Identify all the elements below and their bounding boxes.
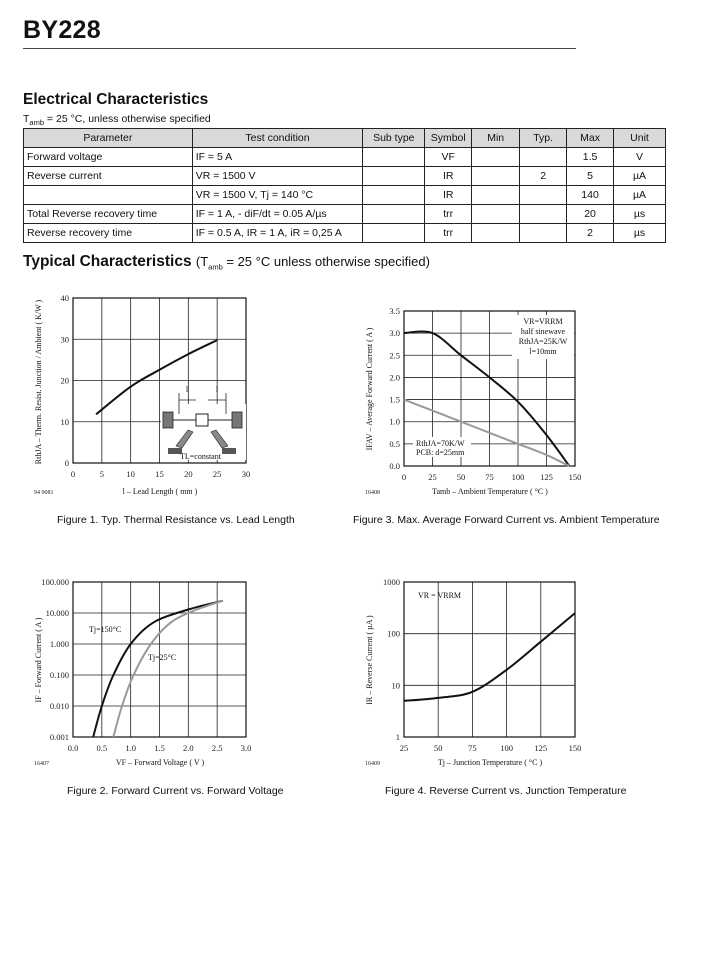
cell-max: 5 — [567, 167, 614, 186]
col-header: Parameter — [24, 129, 193, 148]
figure-code: 16407 — [34, 761, 49, 767]
col-header: Max — [567, 129, 614, 148]
x-tick-label: 150 — [568, 472, 582, 482]
x-tick-label: 1.5 — [154, 743, 165, 753]
plot-frame — [404, 582, 575, 737]
cell-unit: µs — [614, 224, 666, 243]
cell-symbol: VF — [425, 148, 472, 167]
page-title: BY228 — [23, 16, 101, 44]
x-tick-label: 30 — [241, 469, 251, 479]
x-tick-label: 20 — [184, 469, 193, 479]
chart-annotation: VR=VRRM — [523, 317, 563, 326]
x-tick-label: 125 — [534, 743, 548, 753]
y-tick-label: 3.0 — [389, 328, 400, 339]
x-tick-label: 75 — [485, 472, 494, 482]
cell-unit: µs — [614, 205, 666, 224]
heatsink-diagram-part — [196, 414, 208, 426]
x-tick-label: 0 — [70, 469, 76, 479]
figure2-caption: Figure 2. Forward Current vs. Forward Voltage — [67, 785, 284, 797]
figure-code: 16409 — [365, 761, 380, 767]
heatsink-diagram-part — [222, 448, 236, 454]
figure3-caption: Figure 3. Max. Average Forward Current vs. Ambient Temperature — [353, 514, 660, 526]
x-axis-label: VF – Forward Voltage ( V ) — [115, 758, 205, 767]
y-tick-label: 20 — [60, 375, 69, 386]
y-axis-label: RthJA – Therm. Resist. Junction / Ambient ( K/W ) — [34, 299, 43, 465]
x-tick-label: 50 — [433, 743, 443, 753]
cell-condition: IF = 0.5 A, IR = 1 A, iR = 0,25 A — [192, 224, 363, 243]
x-tick-label: 25 — [399, 743, 409, 753]
y-tick-label: 100 — [387, 628, 400, 639]
series-line-tj-25-c — [113, 601, 222, 737]
cell-condition: VR = 1500 V, Tj = 140 °C — [192, 186, 363, 205]
cell-condition: VR = 1500 V — [192, 167, 363, 186]
cell-max: 1.5 — [567, 148, 614, 167]
col-header: Min — [472, 129, 520, 148]
x-tick-label: 75 — [468, 743, 477, 753]
cell-max: 2 — [567, 224, 614, 243]
x-tick-label: 10 — [126, 469, 135, 479]
series-line-rthja — [96, 340, 217, 414]
cell-symbol: trr — [425, 205, 472, 224]
cell-max: 20 — [567, 205, 614, 224]
x-axis-label: Tj – Junction Temperature ( °C ) — [437, 758, 543, 767]
chart-annotation: l — [215, 385, 219, 394]
x-tick-label: 100 — [511, 472, 525, 482]
chart-annotation: TL=constant — [180, 452, 221, 461]
x-tick-label: 0.5 — [96, 743, 108, 753]
chart-annotation: RthJA=25K/W — [518, 337, 568, 346]
y-tick-label: 0 — [64, 458, 69, 468]
cell-unit: µA — [614, 167, 666, 186]
y-tick-label: 30 — [60, 334, 69, 345]
y-axis-label: IF – Forward Current ( A ) — [34, 617, 43, 703]
y-tick-label: 1.5 — [389, 394, 400, 405]
x-axis-label: Tamb – Ambient Temperature ( °C ) — [432, 487, 548, 496]
x-tick-label: 2.5 — [211, 743, 223, 753]
cell-unit: µA — [614, 186, 666, 205]
x-tick-label: 25 — [428, 472, 437, 482]
series-line-tj-150-c — [93, 601, 223, 737]
electrical-condition: $T_{amb} = 25$ °C, unless otherwise specified — [23, 113, 211, 128]
chart-annotation: RthJA=70K/W — [416, 439, 465, 448]
col-header: Unit — [614, 129, 666, 148]
series-line-vr-vrrm — [404, 613, 575, 701]
x-tick-label: 3.0 — [240, 743, 252, 753]
y-tick-label: 40 — [60, 293, 69, 303]
cell-parameter: Forward voltage — [24, 148, 193, 167]
col-header: Symbol — [425, 129, 472, 148]
col-header: Typ. — [520, 129, 567, 148]
x-tick-label: 15 — [155, 469, 164, 479]
y-tick-label: 0.5 — [389, 438, 400, 449]
x-tick-label: 125 — [540, 472, 553, 482]
typical-heading: Typical Characteristics ($T_{amb} = 25$ °C unless otherwise specified) — [23, 253, 430, 272]
heatsink-diagram-part — [163, 412, 173, 428]
chart-annotation: PCB: d=25mm — [416, 448, 465, 457]
y-tick-label: 0.0 — [389, 461, 400, 471]
heatsink-diagram-part — [232, 412, 242, 428]
y-axis-label: IR – Reverse Current ( µA ) — [365, 615, 374, 705]
cell-parameter: Reverse current — [24, 167, 193, 186]
x-tick-label: 100 — [500, 743, 513, 753]
cell-typ: 2 — [520, 167, 567, 186]
cell-condition: IF = 1 A, - diF/dt = 0.05 A/µs — [192, 205, 363, 224]
y-tick-label: 100.000 — [41, 577, 69, 587]
y-tick-label: 1.0 — [389, 416, 400, 427]
electrical-heading: Electrical Characteristics — [23, 91, 209, 108]
y-tick-label: 1 — [395, 732, 400, 742]
chart-annotation: l — [185, 385, 189, 394]
x-tick-label: 0 — [401, 472, 407, 482]
y-tick-label: 2.0 — [389, 372, 400, 383]
chart-annotation: half sinewave — [520, 327, 566, 336]
cell-symbol: IR — [425, 167, 472, 186]
cell-symbol: trr — [425, 224, 472, 243]
figure4-caption: Figure 4. Reverse Current vs. Junction Temperature — [385, 785, 627, 797]
cell-condition: IF = 5 A — [192, 148, 363, 167]
chart-annotation: Tj=150°C — [89, 625, 122, 634]
chart-annotation: l=10mm — [529, 347, 557, 356]
chart-annotation: VR = VRRM — [418, 591, 462, 600]
y-tick-label: 10 — [391, 680, 400, 691]
x-axis-label: l – Lead Length ( mm ) — [122, 487, 198, 496]
cell-parameter: Reverse recovery time — [24, 224, 193, 243]
cell-symbol: IR — [425, 186, 472, 205]
y-tick-label: 0.010 — [49, 701, 69, 711]
x-tick-label: 150 — [568, 743, 582, 753]
figure-code: 16408 — [365, 490, 380, 496]
x-tick-label: 0.0 — [67, 743, 79, 753]
x-tick-label: 25 — [212, 469, 222, 479]
x-tick-label: 2.0 — [183, 743, 194, 753]
y-tick-label: 1.000 — [49, 639, 69, 649]
figure-code: 94 9081 — [34, 490, 54, 496]
x-tick-label: 1.0 — [125, 743, 136, 753]
y-tick-label: 2.5 — [389, 350, 400, 361]
chart-annotation: Tj=25°C — [148, 653, 177, 662]
x-tick-label: 5 — [99, 469, 104, 479]
y-axis-label: IFAV – Average Forward Current ( A ) — [365, 327, 374, 451]
figure1-caption: Figure 1. Typ. Thermal Resistance vs. Lead Length — [57, 514, 295, 526]
x-tick-label: 50 — [456, 472, 466, 482]
y-tick-label: 10 — [60, 416, 69, 427]
y-tick-label: 3.5 — [389, 306, 400, 316]
y-tick-label: 0.001 — [49, 732, 69, 742]
y-tick-label: 1000 — [383, 577, 400, 587]
col-header: Sub type — [363, 129, 425, 148]
col-header: Test condition — [192, 129, 363, 148]
cell-parameter: Total Reverse recovery time — [24, 205, 193, 224]
y-tick-label: 10.000 — [45, 608, 69, 618]
cell-max: 140 — [567, 186, 614, 205]
cell-unit: V — [614, 148, 666, 167]
y-tick-label: 0.100 — [49, 670, 69, 680]
